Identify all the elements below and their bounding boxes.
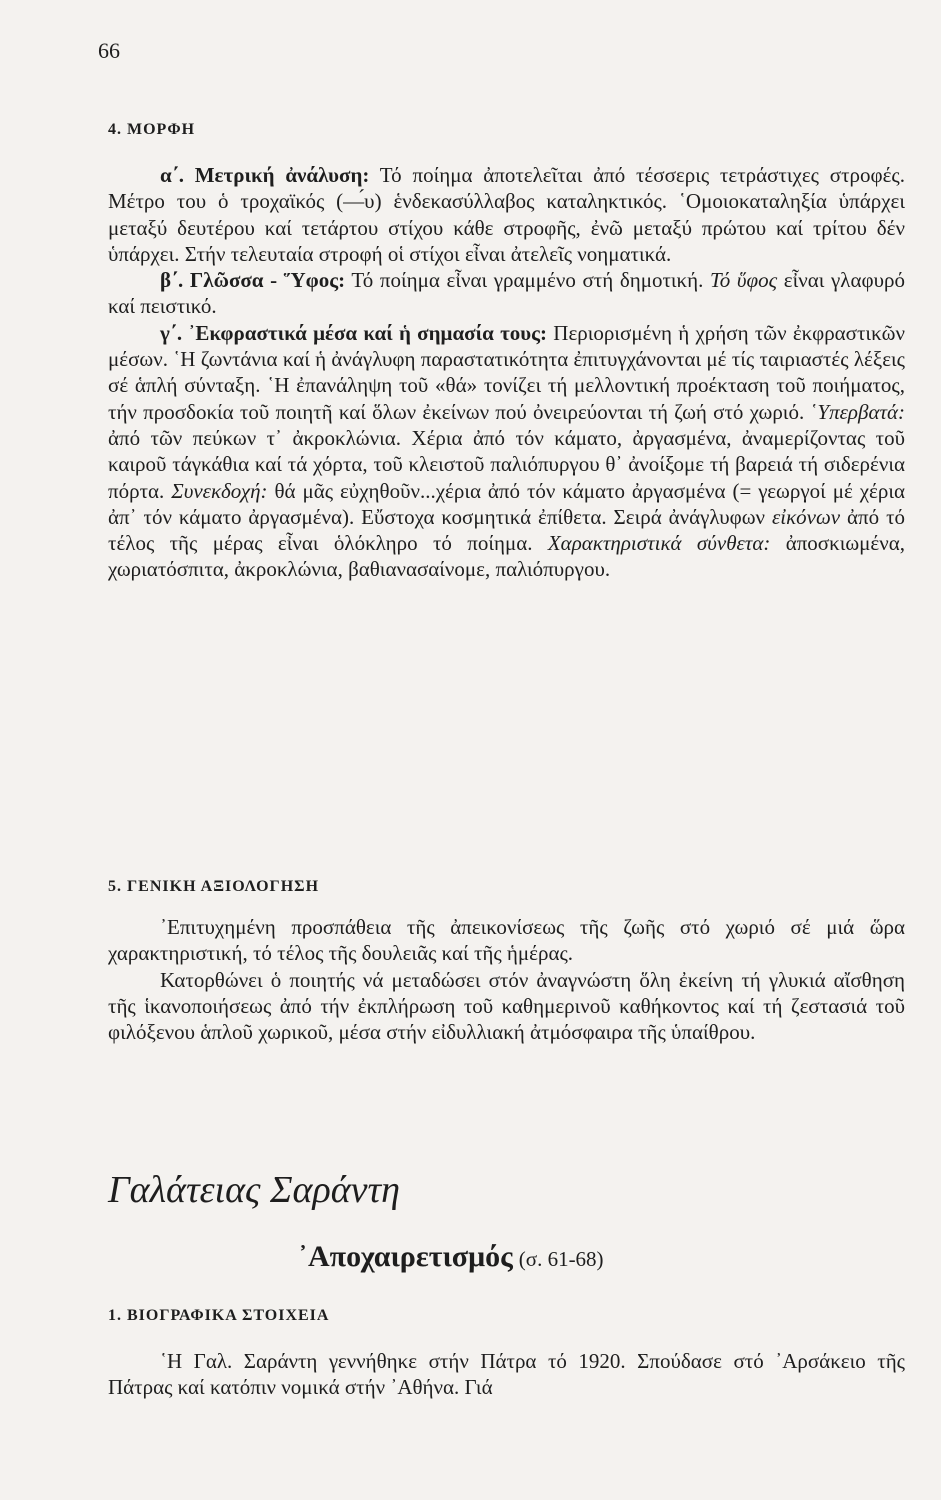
evaluation-paragraph-1: ᾿Επιτυχημένη προσπάθεια τῆς ἀπεικονίσεως τῆς ζωῆς στό χωριό σέ μιά ὥρα χαρακτηριστική, τό τέλος τῆς δουλειᾶς καί τῆς ἡμέρας. bbox=[108, 915, 905, 966]
section-1-body bbox=[108, 1348, 905, 1401]
expressive-means-label: γ΄. ᾿Εκφραστικά μέσα καί ἡ σημασία τους: bbox=[160, 320, 548, 345]
expressive-means-paragraph bbox=[108, 320, 905, 583]
evaluation-paragraph-2: Κατορθώνει ὁ ποιητής νά μεταδώσει στόν ἀναγνώστη ὅλη ἐκείνη τή γλυκιά αἴσθηση τῆς ἱκανοποιήσεως ἀπό τήν ἐκπλήρωση τοῦ καθημερινοῦ καθήκοντος καί τή ζεστασιά τοῦ φιλόξενου ἁπλοῦ χωρικοῦ, μέσα στήν εἰδυλλιακή ἀτμόσφαιρα τῆς ὑπαίθρου. bbox=[108, 967, 905, 1045]
language-style-label: β΄. Γλῶσσα - Ὕφος: bbox=[160, 268, 346, 293]
hyperbaton-label: ῾Υπερβατά: bbox=[804, 399, 905, 424]
metric-analysis-paragraph bbox=[108, 162, 905, 267]
expressive-means-text-3: θά μᾶς εὐχηθοῦν...χέρια ἀπό τόν κάματο ἀργασμένα (= γεωργοί μέ χέρια ἀπ᾿ τόν κάματο ἀργασμένα). Εὔστοχα κοσμητικά ἐπίθετα. Σειρά ἀνάγλυφων bbox=[108, 478, 905, 529]
metric-analysis-text: Τό ποίημα ἀποτελεῖται ἀπό τέσσερις τετράστιχες στροφές. Μέτρο του ὁ τροχαϊκός (—́υ) ἑνδεκασύλλαβος καταληκτικός. ῾Ομοιοκαταληξία ὑπάρχει μεταξύ δευτέρου καί τετάρτου στίχου κάθε στροφῆς, ἐνῶ μεταξύ πρώτου καί τρίτου δέν ὑπάρχει. Στήν τελευταία στροφή οἱ στίχοι εἶναι ἀτελεῖς νοηματικά. bbox=[108, 163, 905, 266]
images-label: εἰκόνων bbox=[765, 504, 841, 529]
section-5-body bbox=[108, 914, 905, 1045]
language-style-paragraph bbox=[108, 267, 905, 320]
section-1-heading: 1. ΒΙΟΓΡΑΦΙΚΑ ΣΤΟΙΧΕΙΑ bbox=[108, 1307, 330, 1324]
page-number: 66 bbox=[98, 38, 120, 63]
section-5-heading: 5. ΓΕΝΙΚΗ ΑΞΙΟΛΟΓΗΣΗ bbox=[108, 878, 320, 895]
language-style-text: Τό ποίημα εἶναι γραμμένο στή δημοτική. bbox=[345, 268, 704, 293]
author-name: Γαλάτειας Σαράντη bbox=[108, 1169, 400, 1211]
synecdoche-label: Συνεκδοχή: bbox=[164, 478, 268, 503]
metric-analysis-label: α΄. Μετρική ἀνάλυση: bbox=[160, 163, 370, 187]
section-4-heading: 4. ΜΟΡΦΗ bbox=[108, 121, 196, 138]
section-4-body bbox=[108, 162, 905, 583]
expressive-means-text-2: ἀπό τῶν πεύκων τ᾿ ἀκροκλώνια. Χέρια ἀπό τόν κάματο, ἀργασμένα, ἀναμερίζοντας τοῦ καιροῦ τάγκάθια καί τά χόρτα, τοῦ κλειστοῦ παλιόπυργου θ᾿ ἀνοίξομε τή βαρειά τή σιδερένια πόρτα. bbox=[108, 425, 905, 503]
expressive-means-text-4: ἀπό τό τέλος τῆς μέρας εἶναι ὁλόκληρο τό ποίημα. bbox=[108, 504, 906, 556]
compounds-label: Χαρακτηριστικά σύνθετα: bbox=[532, 531, 771, 556]
language-style-text-2: εἶναι γλαφυρό καί πειστικό. bbox=[108, 268, 905, 319]
style-italic: Τό ὕφος bbox=[703, 268, 778, 293]
biography-paragraph: ῾Η Γαλ. Σαράντη γεννήθηκε στήν Πάτρα τό 1920. Σπούδασε στό ᾿Αρσάκειο τῆς Πάτρας καί κατόπιν νομικά στήν ᾿Αθήνα. Γιά bbox=[108, 1349, 905, 1400]
work-pages: (σ. 61-68) bbox=[518, 1247, 604, 1271]
expressive-means-text-5: ἀποσκιωμένα, χωριατόσπιτα, ἀκροκλώνια, βαθιανασαίνομε, παλιόπυργου. bbox=[108, 531, 905, 582]
work-title-line bbox=[298, 1240, 604, 1274]
expressive-means-text: Περιορισμένη ἡ χρήση τῶν ἐκφραστικῶν μέσων. ῾Η ζωντάνια καί ἡ ἀνάγλυφη παραστατικότητα ἐπιτυγχάνονται μέ τίς ταιριαστές λέξεις σέ ἁπλή σύνταξη. ῾Η ἐπανάληψη τοῦ «θά» τονίζει τή μελλοντική προέκταση τοῦ ποιήματος, τήν προσδοκία τοῦ ποιητῆ καί ὅλων ἐκείνων πού ὀνειρεύονται τή ζωή στό χωριό. bbox=[108, 320, 905, 424]
work-title: ᾿Αποχαιρετισμός bbox=[298, 1240, 513, 1273]
